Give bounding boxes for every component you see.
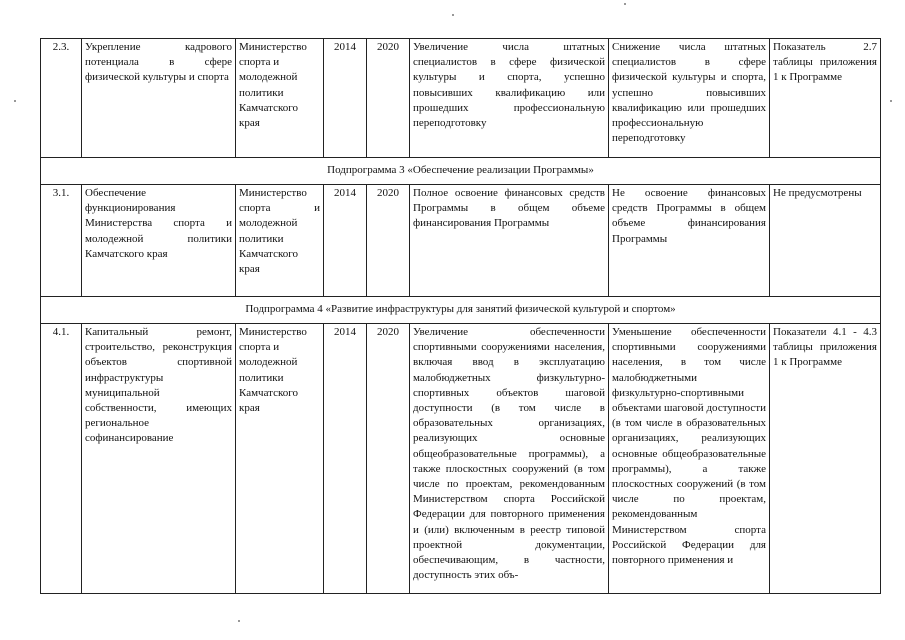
responsible-executor: Министерство спорта и молодежной политики Камчатского края	[236, 39, 324, 158]
related-indicator: Показатель 2.7 таблицы приложения 1 к Программе	[770, 39, 881, 158]
non-implementation-consequence: Уменьшение обеспеченности спортивными сооружениями населения, в том числе малобюджетными физкультурно-спортивными объектами шаговой доступности (в том числе в образовательных организациях, реализующих основные общеобразовательные программы), а также плоскостных сооружений (в том числе по проектам, рекомендованным Министерством спорта Российской Федерации для повторного применения и	[609, 324, 770, 594]
program-measures-table	[40, 38, 881, 594]
non-implementation-consequence: Не освоение финансовых средств Программы в общем объеме финансирования Программы	[609, 185, 770, 297]
scan-speck	[452, 14, 454, 16]
start-year: 2014	[324, 39, 367, 158]
end-year: 2020	[367, 324, 410, 594]
row-number: 4.1.	[41, 324, 82, 594]
related-indicator: Показатели 4.1 - 4.3 таблицы приложения 1 к Программе	[770, 324, 881, 594]
measure-name: Укрепление кадрового потенциала в сфере физической культуры и спорта	[82, 39, 236, 158]
end-year: 2020	[367, 185, 410, 297]
non-implementation-consequence: Снижение числа штатных специалистов в сфере физической культуры и спорта, успешно повысивших квалификацию или прошедших профессиональную переподготовку	[609, 39, 770, 158]
expected-result: Полное освоение финансовых средств Программы в общем объеме финансирования Программы	[410, 185, 609, 297]
table-row	[41, 39, 881, 158]
subprogram-header-row	[41, 297, 881, 324]
scan-speck	[890, 100, 892, 102]
start-year: 2014	[324, 185, 367, 297]
expected-result: Увеличение числа штатных специалистов в сфере физической культуры и спорта, успешно повысивших квалификацию или прошедших профессиональную переподготовку	[410, 39, 609, 158]
scan-speck	[624, 3, 626, 5]
responsible-executor: Министерство спорта и молодежной политики Камчатского края	[236, 185, 324, 297]
subprogram-3-title: Подпрограмма 3 «Обеспечение реализации Программы»	[41, 158, 881, 185]
expected-result: Увеличение обеспеченности спортивными сооружениями населения, включая ввод в эксплуатацию малобюджетных физкультурно-спортивных объектов шаговой доступности (в том числе в образовательных организациях, реализующих основные общеобразовательные программы), а также плоскостных сооружений (в том числе по проектам, рекомендованным Министерством спорта Российской Федерации для повторного применения и (или) включенным в реестр типовой проектной документации, обеспечивающим, в частности, доступность этих объ-	[410, 324, 609, 594]
row-number: 2.3.	[41, 39, 82, 158]
responsible-executor: Министерство спорта и молодежной политики Камчатского края	[236, 324, 324, 594]
end-year: 2020	[367, 39, 410, 158]
subprogram-header-row	[41, 158, 881, 185]
subprogram-4-title: Подпрограмма 4 «Развитие инфраструктуры для занятий физической культурой и спортом»	[41, 297, 881, 324]
table-row	[41, 324, 881, 594]
related-indicator: Не предусмотрены	[770, 185, 881, 297]
table-row	[41, 185, 881, 297]
start-year: 2014	[324, 324, 367, 594]
scan-speck	[14, 100, 16, 102]
scan-speck	[238, 620, 240, 622]
row-number: 3.1.	[41, 185, 82, 297]
measure-name: Капитальный ремонт, строительство, реконструкция объектов спортивной инфраструктуры муниципальной собственности, имеющих региональное софинансирование	[82, 324, 236, 594]
measure-name: Обеспечение функционирования Министерства спорта и молодежной политики Камчатского края	[82, 185, 236, 297]
